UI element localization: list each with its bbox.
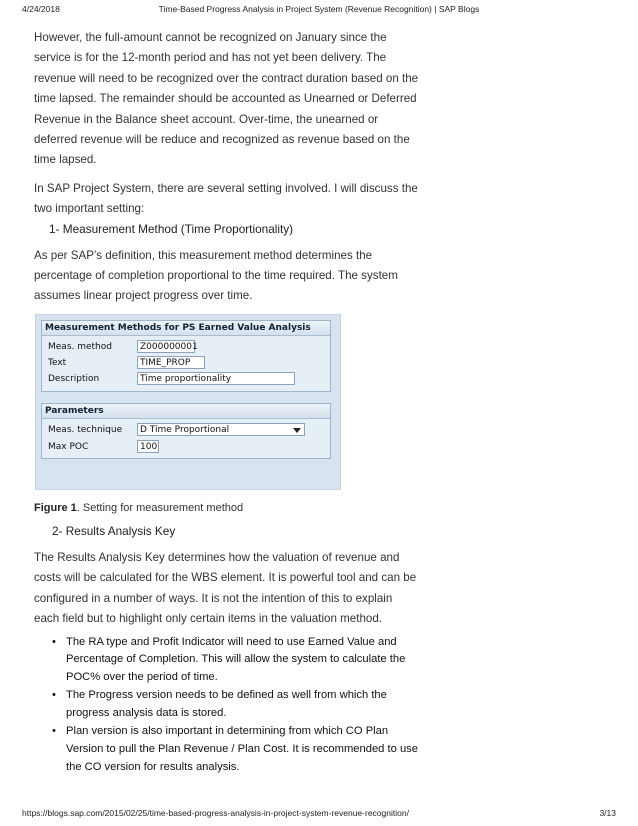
technique-value: D Time Proportional [140,424,230,435]
figure-caption [34,498,419,518]
measurement-method-paragraph: As per SAP’s definition, this measurement method determines the percentage of completion proportional to the time required. The system assumes linear project progress over time. [34,248,398,303]
list-item-text: The RA type and Profit Indicator will need to use Earned Value and Percentage of Completion. This will allow the system to calculate the POC% over the period of time. [66,635,406,683]
description-label: Description [48,373,100,384]
group-title: Parameters [42,404,330,419]
heading-measurement-method: 1- Measurement Method (Time Proportionality) [49,221,294,236]
text-field[interactable]: TIME_PROP [137,356,205,369]
measurement-methods-group [41,320,331,392]
technique-dropdown[interactable] [137,423,305,436]
page-header [0,4,638,18]
meas-method-field[interactable]: Z000000001 [137,340,195,353]
list-item: • The Progress version needs to be defined as well from which the progress analysis data is stored. [52,689,387,719]
results-analysis-paragraph: The Results Analysis Key determines how the valuation of revenue and costs will be calculated for the WBS element. It is powerful tool and can be configured in a number of ways. It is not the intention of this to explain each field but to highlight only certain items in the valuation method. [34,550,417,626]
page-title: Time-Based Progress Analysis in Project System (Revenue Recognition) | SAP Blogs [158,4,480,14]
group-title: Measurement Methods for PS Earned Value Analysis [42,321,330,336]
page-url: https://blogs.sap.com/2015/02/25/time-based-progress-analysis-in-project-system-revenue-recognition/ [22,808,409,818]
parameters-group [41,403,331,459]
caption-text: . Setting for measurement method [76,501,244,514]
page-footer [0,808,638,820]
intro-paragraph: However, the full-amount cannot be recognized on January since the service is for the 12-month period and has not yet been delivery. The revenue will need to be recognized over the contract duration based on the time lapsed. The remainder should be accounted as Unearned or Deferred Revenue in the Balance sheet account. Over-time, the unearned or deferred revenue will be reduce and recognized as revenue based on the time lapsed. [34,31,419,167]
sap-screenshot-figure [35,314,341,490]
meas-method-label: Meas. method [48,341,112,352]
article-body [34,28,419,777]
list-item-text: Plan version is also important in determining from which CO Plan Version to pull the Plan Revenue / Plan Cost. It is recommended to use the CO version for results analysis. [66,725,418,773]
text-label: Text [48,357,67,368]
technique-label: Meas. technique [48,424,123,435]
description-field[interactable]: Time proportionality [137,372,295,385]
intro-paragraph-2: In SAP Project System, there are several setting involved. I will discuss the two important setting: [34,181,418,216]
list-item: • The RA type and Profit Indicator will need to use Earned Value and Percentage of Completion. This will allow the system to calculate the POC% over the period of time. [52,635,406,683]
heading-results-analysis-key: 2- Results Analysis Key [52,523,176,538]
max-poc-field[interactable]: 100 [137,440,159,453]
bullet-list [34,634,419,777]
print-date: 4/24/2018 [22,4,60,14]
caption-label: Figure 1 [34,501,77,514]
list-item: • Plan version is also important in determining from which CO Plan Version to pull the Plan Revenue / Plan Cost. It is recommended to use the CO version for results analysis. [52,725,418,773]
chevron-down-icon[interactable] [293,428,301,433]
max-poc-label: Max POC [48,441,89,452]
list-item-text: The Progress version needs to be defined as well from which the progress analysis data is stored. [66,689,387,719]
page-number: 3/13 [599,808,616,818]
